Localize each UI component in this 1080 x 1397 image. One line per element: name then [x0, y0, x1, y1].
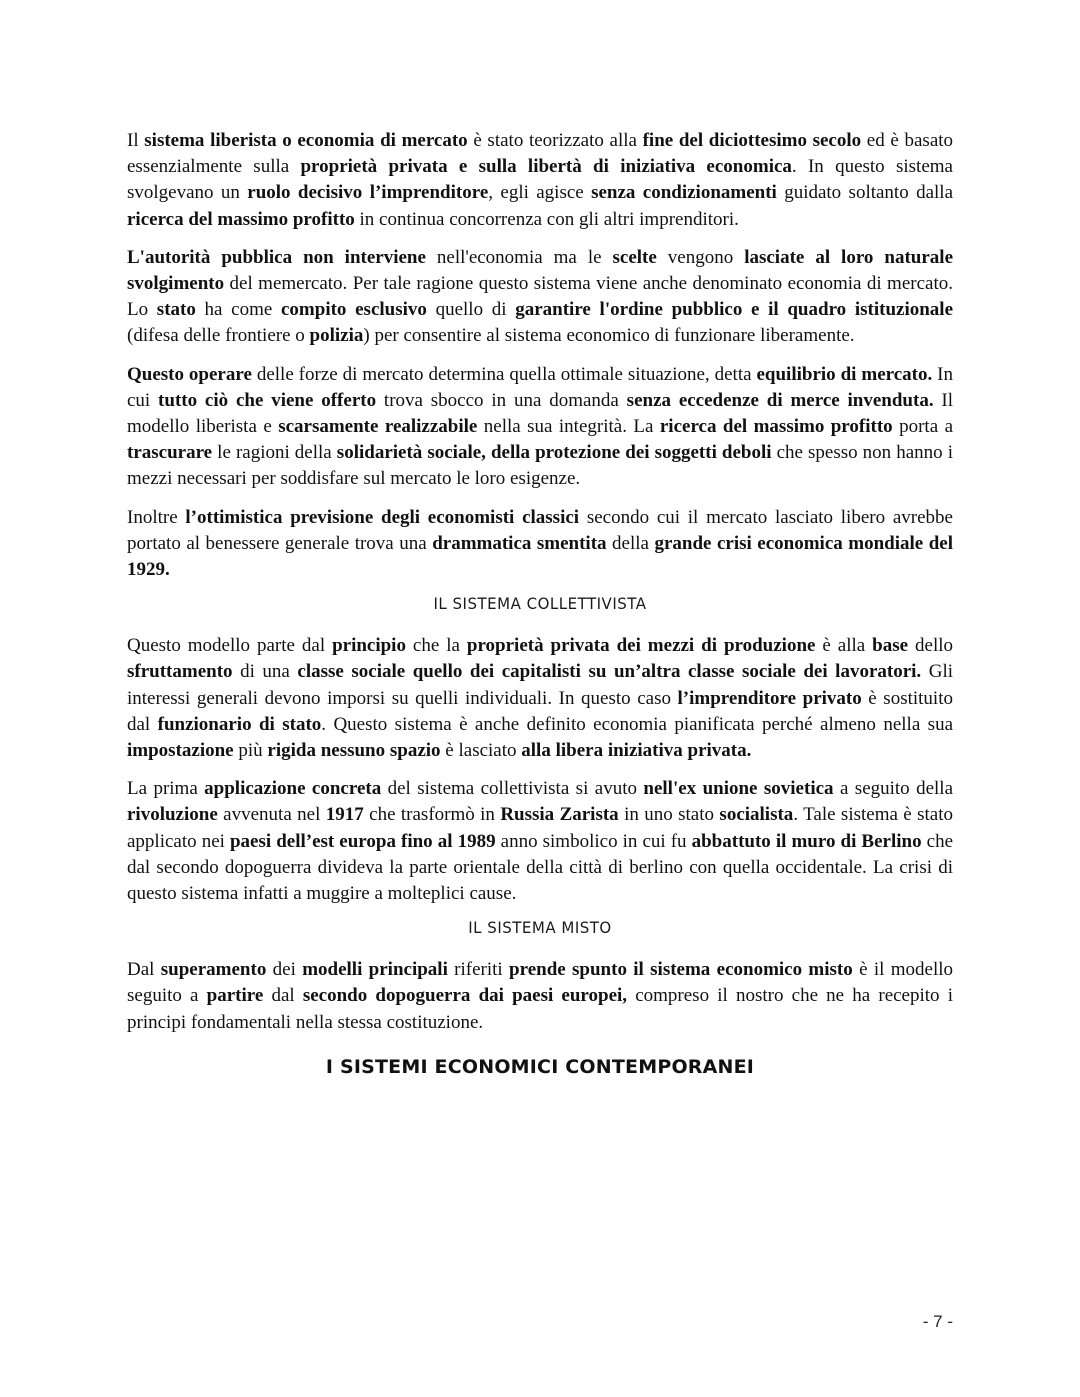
- text-run: in uno stato: [618, 804, 720, 826]
- text-run: avvenuta nel: [217, 804, 326, 826]
- text-run: Gli interessi generali devono imporsi su quelli individuali. In questo caso: [127, 661, 953, 709]
- bold-text: socialista: [719, 804, 794, 826]
- bold-text: sfruttamento: [127, 661, 233, 683]
- text-run: Dal: [127, 959, 161, 981]
- text-run: (difesa delle frontiere o: [127, 325, 310, 347]
- bold-text: proprietà privata dei mezzi di produzione: [466, 635, 816, 657]
- text-run: In cui: [127, 363, 953, 411]
- text-run: nell'economia ma le: [425, 246, 613, 268]
- bold-text: funzionario di stato: [157, 713, 322, 735]
- bold-text: paesi dell’est europa fino al 1989: [229, 830, 496, 852]
- bold-text: rigida nessuno spazio: [267, 740, 441, 762]
- bold-text: ruolo decisivo: [247, 182, 363, 204]
- bold-text: applicazione concreta: [204, 778, 382, 800]
- paragraph: [127, 776, 953, 907]
- text-run: a seguito della: [833, 778, 954, 800]
- bold-text: modelli principali: [302, 959, 448, 981]
- text-run: che la: [405, 635, 467, 657]
- bold-text: ricerca del massimo profitto: [127, 208, 355, 230]
- text-run: di una: [232, 661, 298, 683]
- text-run: La prima: [127, 778, 205, 800]
- text-run: compreso il nostro che ne ha recepito i principi fondamentali nella stessa costituzione.: [127, 985, 953, 1033]
- bold-text: secondo dopoguerra dai paesi europei,: [302, 985, 628, 1007]
- text-run: quello di: [426, 299, 516, 321]
- text-run: [362, 182, 369, 203]
- paragraph: [127, 957, 953, 1036]
- bold-text: scelte: [612, 246, 657, 268]
- paragraph: [127, 245, 953, 350]
- text-run: delle forze di mercato determina quella ottimale situazione, detta: [251, 363, 757, 385]
- bold-text: garantire l'ordine pubblico e il quadro istituzionale: [515, 299, 954, 321]
- bold-text: principio: [332, 635, 406, 657]
- text-run: è sostituito dal: [127, 687, 953, 735]
- text-run: Il modello liberista e: [127, 389, 954, 438]
- bold-text: partire: [206, 985, 264, 1007]
- bold-text: compito esclusivo: [281, 299, 427, 321]
- text-run: che dal secondo dopoguerra divideva la parte orientale della città di berlino con quella occidentale. La crisi di questo sistema infatti a muggire a molteplici cause.: [127, 830, 954, 905]
- text-run: Il: [127, 130, 145, 151]
- bold-text: l’imprenditore privato: [677, 687, 862, 709]
- bold-text: classe sociale quello dei capitalisti su un’altra classe sociale dei lavoratori.: [297, 661, 922, 683]
- bold-text: Russia Zarista: [500, 804, 619, 826]
- bold-text: nell'ex unione sovietica: [643, 778, 834, 800]
- text-run: vengono: [656, 246, 745, 268]
- page-content: [127, 128, 953, 1078]
- bold-text: L'autorità pubblica non interviene: [127, 246, 426, 268]
- text-run: guidato soltanto dalla: [776, 182, 954, 204]
- paragraph: [127, 633, 953, 764]
- text-run: secondo cui il mercato lasciato libero avrebbe portato al benessere generale trova una: [127, 506, 953, 554]
- text-run: le ragioni della: [212, 442, 337, 464]
- bold-text: base: [872, 635, 909, 657]
- text-run: della: [606, 532, 655, 554]
- section-liberista: [127, 128, 953, 583]
- bold-text: trascurare: [127, 442, 213, 464]
- text-run: in continua concorrenza con gli altri imprenditori.: [354, 208, 739, 230]
- page-number: - 7 -: [922, 1312, 953, 1331]
- bold-text: polizia: [309, 325, 364, 347]
- text-run: dei: [266, 959, 303, 981]
- bold-text: fine del diciottesimo secolo: [642, 130, 862, 151]
- text-run: del sistema collettivista si avuto: [381, 778, 644, 800]
- text-run: ed è basato essenzialmente sulla: [127, 130, 954, 178]
- bold-text: proprietà privata e sulla libertà di iniziativa economica: [300, 156, 792, 178]
- text-run: . In questo sistema svolgevano un: [127, 156, 953, 204]
- bold-text: impostazione: [127, 740, 234, 762]
- bold-text: alla libera iniziativa privata.: [521, 740, 752, 762]
- paragraph: [127, 128, 953, 233]
- bold-text: senza condizionamenti: [591, 182, 777, 204]
- text-run: Questo modello parte dal: [127, 635, 333, 657]
- text-run: porta a: [892, 416, 953, 438]
- bold-text: tutto ciò che viene offerto: [158, 389, 377, 411]
- section-misto: [127, 957, 953, 1036]
- bold-text: lasciate al loro naturale svolgimento: [127, 246, 954, 295]
- text-run: che spesso non hanno i mezzi necessari per soddisfare sul mercato le loro esigenze.: [127, 442, 953, 490]
- bold-text: 1917: [325, 804, 364, 826]
- text-run: . Tale sistema è stato applicato nei: [127, 804, 954, 852]
- paragraph: [127, 362, 953, 493]
- bold-text: drammatica smentita: [432, 532, 607, 554]
- bold-text: grande crisi economica mondiale del 1929.: [127, 532, 953, 581]
- text-run: anno simbolico in cui fu: [495, 830, 692, 852]
- bold-text: l’imprenditore: [369, 182, 489, 204]
- heading-sistema-collettivista: IL SISTEMA COLLETTIVISTA: [433, 594, 647, 614]
- text-run: , egli agisce: [488, 182, 592, 204]
- bold-text: stato: [156, 299, 196, 321]
- text-run: . Questo sistema è anche definito economia pianificata perché almeno nella sua: [321, 713, 953, 735]
- bold-text: scarsamente realizzabile: [278, 416, 478, 438]
- paragraph: [127, 505, 953, 584]
- bold-text: abbattuto il muro di Berlino: [691, 830, 922, 852]
- bold-text: ricerca del massimo profitto: [659, 416, 893, 438]
- text-run: che trasformò in: [363, 804, 501, 826]
- text-run: è il modello seguito a: [127, 959, 953, 1007]
- text-run: dello: [908, 635, 953, 657]
- bold-text: solidarietà sociale, della protezione dei soggetti deboli: [336, 442, 772, 464]
- bold-text: prende spunto il sistema economico misto: [509, 959, 853, 981]
- bold-text: l’ottimistica previsione degli economisti classici: [185, 506, 580, 528]
- text-run: del memercato. Per tale ragione questo sistema viene anche denominato economia di mercato. Lo: [127, 273, 953, 321]
- heading-sistema-misto: IL SISTEMA MISTO: [468, 918, 612, 938]
- text-run: è alla: [815, 635, 873, 657]
- text-run: Inoltre: [127, 506, 186, 528]
- text-run: è lasciato: [440, 740, 522, 762]
- main-title: I SISTEMI ECONOMICI CONTEMPORANEI: [325, 1055, 755, 1078]
- text-run: trova sbocco in una domanda: [376, 389, 627, 411]
- bold-text: Questo operare: [127, 363, 252, 385]
- bold-text: sistema liberista o economia di mercato: [144, 130, 468, 151]
- bold-text: equilibrio di mercato.: [756, 363, 933, 385]
- text-run: riferiti: [447, 959, 510, 981]
- text-run: più: [233, 740, 268, 762]
- text-run: nella sua integrità. La: [477, 416, 660, 438]
- bold-text: rivoluzione: [127, 804, 218, 826]
- bold-text: senza eccedenze di merce invenduta.: [626, 389, 934, 411]
- bold-text: superamento: [160, 959, 267, 981]
- text-run: è stato teorizzato alla: [467, 130, 643, 151]
- text-run: dal: [263, 985, 303, 1007]
- text-run: ha come: [195, 299, 281, 321]
- text-run: ) per consentire al sistema economico di funzionare liberamente.: [363, 325, 855, 347]
- section-collettivista: [127, 633, 953, 907]
